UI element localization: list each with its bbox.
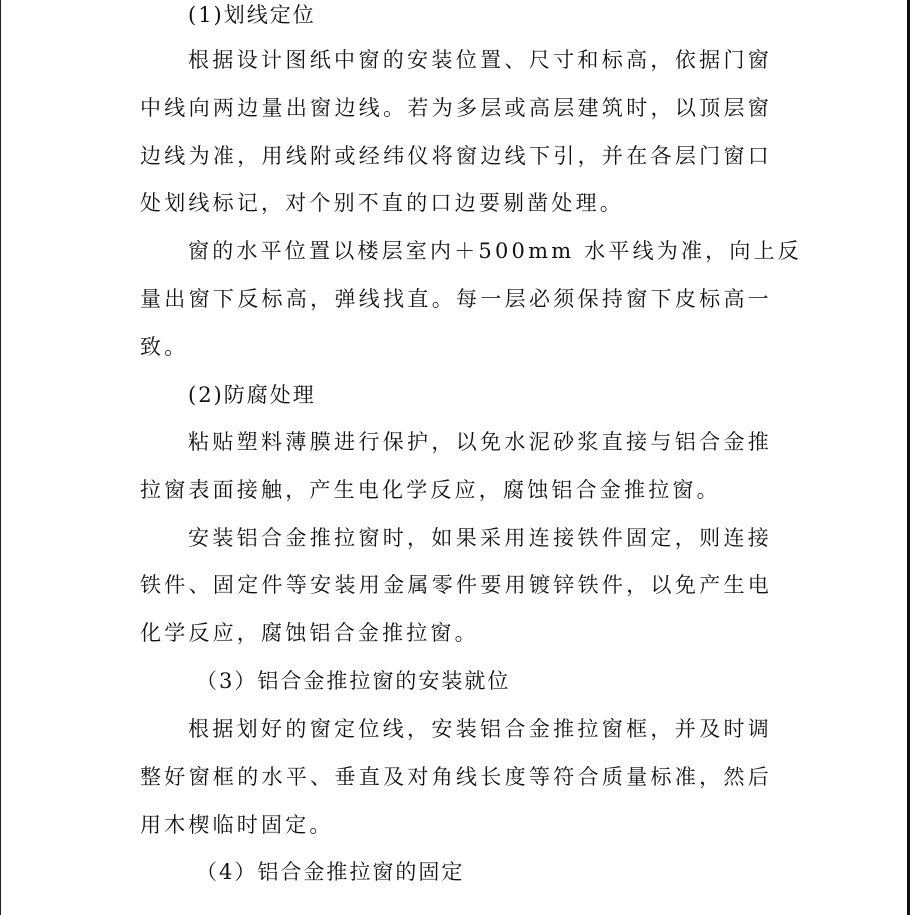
paragraph-line: 粘贴塑料薄膜进行保护，以免水泥砂浆直接与铝合金推 bbox=[188, 430, 772, 454]
paragraph-line: 根据划好的窗定位线，安装铝合金推拉窗框，并及时调 bbox=[188, 717, 772, 741]
section-heading-3: （3）铝合金推拉窗的安装就位 bbox=[196, 669, 511, 693]
paragraph-line: 拉窗表面接触，产生电化学反应，腐蚀铝合金推拉窗。 bbox=[140, 478, 721, 502]
section-heading-2: (2)防腐处理 bbox=[188, 383, 316, 407]
section-heading-1: (1)划线定位 bbox=[188, 3, 316, 27]
page-left-border bbox=[0, 0, 1, 915]
paragraph-line: 安装铝合金推拉窗时，如果采用连接铁件固定，则连接 bbox=[188, 526, 772, 550]
paragraph-line: 量出窗下反标高，弹线找直。每一层必须保持窗下皮标高一 bbox=[140, 287, 772, 311]
paragraph-line: 整好窗框的水平、垂直及对角线长度等符合质量标准，然后 bbox=[140, 765, 772, 789]
paragraph-line: 化学反应，腐蚀铝合金推拉窗。 bbox=[140, 621, 479, 645]
paragraph-line: 中线向两边量出窗边线。若为多层或高层建筑时，以顶层窗 bbox=[140, 96, 772, 120]
paragraph-line: 边线为准，用线附或经纬仪将窗边线下引，并在各层门窗口 bbox=[140, 144, 772, 168]
paragraph-line: 致。 bbox=[140, 335, 189, 359]
section-heading-4: （4）铝合金推拉窗的固定 bbox=[196, 860, 465, 884]
paragraph-line: 根据设计图纸中窗的安装位置、尺寸和标高，依据门窗 bbox=[188, 48, 772, 72]
paragraph-line: 窗的水平位置以楼层室内＋500mm 水平线为准，向上反 bbox=[188, 239, 802, 263]
paragraph-line: 铁件、固定件等安装用金属零件要用镀锌铁件，以免产生电 bbox=[140, 573, 772, 597]
paragraph-line: 用木楔临时固定。 bbox=[140, 813, 334, 837]
paragraph-line: 处划线标记，对个别不直的口边要剔凿处理。 bbox=[140, 191, 624, 215]
